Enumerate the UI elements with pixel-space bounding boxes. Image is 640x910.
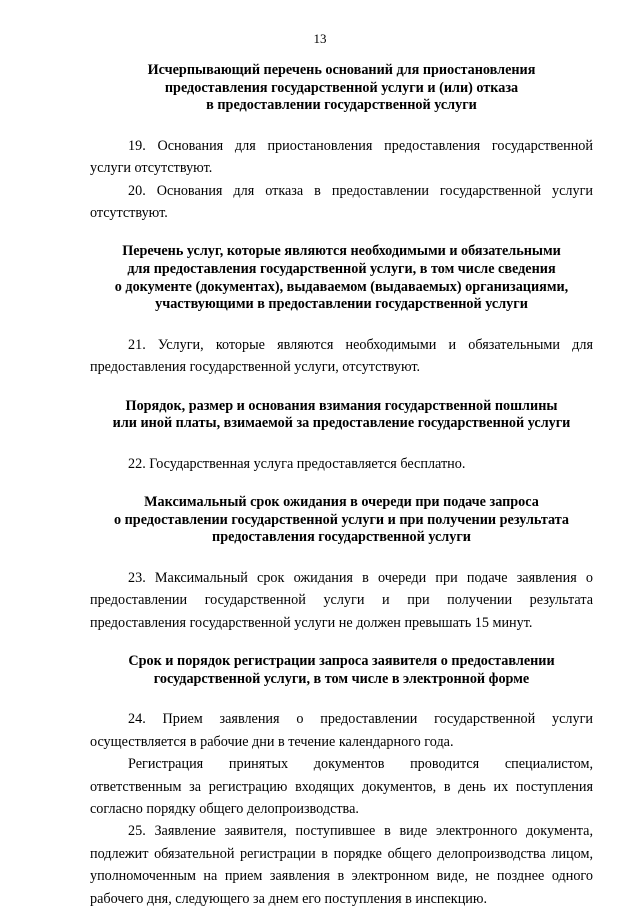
paragraph: 24. Прием заявления о предоставлении государственной услуги осуществляется в рабочие дни в течение календарного года. [90, 711, 593, 750]
heading-line: участвующими в предоставлении государственной услуги [155, 296, 528, 313]
heading-line: Максимальный срок ожидания в очереди при подаче запроса [144, 494, 539, 511]
heading-line: в предоставлении государственной услуги [206, 97, 477, 114]
heading-line: Срок и порядок регистрации запроса заявителя о предоставлении [128, 653, 555, 670]
section-suspension-grounds [90, 62, 593, 224]
heading-line: Порядок, размер и основания взимания государственной пошлины [125, 397, 558, 414]
page-number: 13 [313, 31, 327, 46]
section-request-registration [90, 653, 593, 910]
heading-line: государственной услуги, в том числе в электронной форме [153, 670, 530, 687]
heading-line: Перечень услуг, которые являются необходимыми и обязательными [122, 243, 561, 260]
paragraph: Регистрация принятых документов проводится специалистом, ответственным за регистрацию входящих документов, в день их поступления согласно порядку общего делопроизводства. [90, 756, 593, 817]
heading-line: Исчерпывающий перечень оснований для приостановления [147, 62, 536, 78]
section-heading [90, 494, 593, 547]
section-required-services [90, 243, 593, 378]
paragraph: 23. Максимальный срок ожидания в очереди при подаче заявления о предоставлении государственной услуги и при получении результата предоставления государственной услуги не должен превышать 15 минут. [90, 569, 593, 631]
heading-line: для предоставления государственной услуги, в том числе сведения [127, 261, 556, 277]
section-heading [90, 653, 593, 688]
heading-line: о предоставлении государственной услуги и при получении результата [113, 511, 569, 528]
paragraph: 20. Основания для отказа в предоставлении государственной услуги отсутствуют. [90, 182, 593, 221]
section-state-fee [90, 398, 593, 476]
section-heading [90, 398, 593, 433]
heading-line: предоставления государственной услуги и (или) отказа [164, 79, 519, 96]
paragraph: 22. Государственная услуга предоставляется бесплатно. [128, 455, 466, 472]
section-heading [90, 62, 593, 115]
heading-line: предоставления государственной услуги [212, 529, 471, 546]
heading-line: о документе (документах), выдаваемом (выдаваемых) организациями, [114, 278, 569, 295]
document-body [90, 62, 593, 910]
paragraph: 21. Услуги, которые являются необходимыми и обязательными для предоставления государственной услуги, отсутствуют. [90, 336, 593, 376]
section-heading [90, 243, 593, 313]
paragraph: 19. Основания для приостановления предоставления государственной услуги отсутствуют. [90, 137, 593, 177]
heading-line: или иной платы, взимаемой за предоставление государственной услуги [112, 415, 571, 432]
paragraph: 25. Заявление заявителя, поступившее в виде электронного документа, подлежит обязательной регистрации в порядке общего делопроизводства лицом, уполномоченным на прием заявления в электронном виде, не позднее одного рабочего дня, следующего за днем его поступления в инспекцию. [90, 823, 593, 907]
section-queue-waiting-time [90, 494, 593, 634]
